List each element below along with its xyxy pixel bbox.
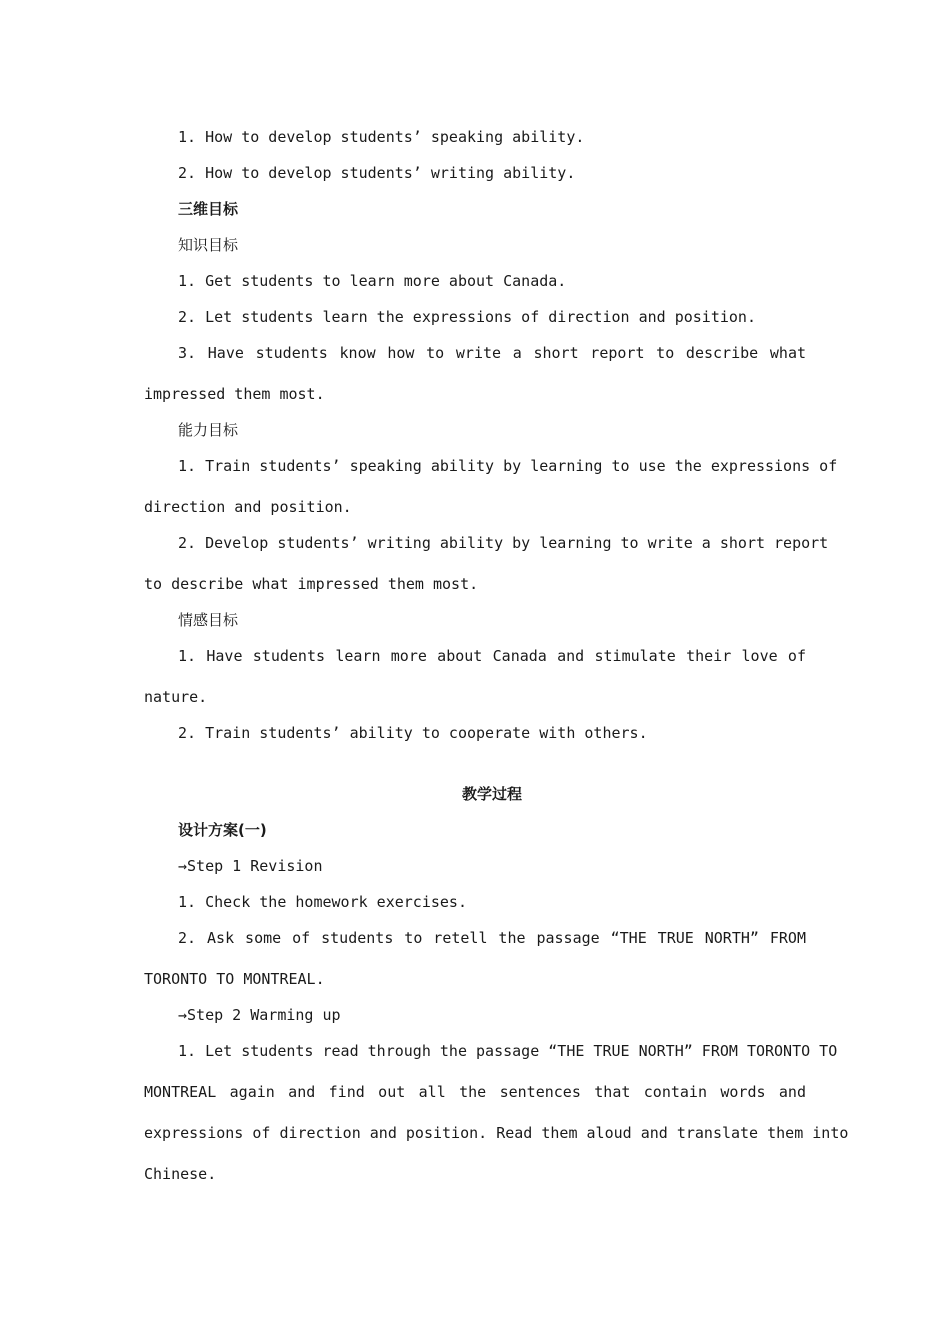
step-1-item-2-line-1: 2. Ask some of students to retell the passage “THE TRUE NORTH” FROM [178, 929, 806, 947]
emotional-goal-1-line-1: 1. Have students learn more about Canada and stimulate their love of [178, 647, 806, 665]
step-2-item-1-line-3: expressions of direction and position. Read them aloud and translate them into [144, 1124, 849, 1142]
emotional-goal-2: 2. Train students’ ability to cooperate with others. [178, 724, 648, 742]
section-heading-three-dimensional-goals: 三维目标 [178, 200, 239, 218]
step-1-item-2-line-2: TORONTO TO MONTREAL. [144, 970, 325, 988]
knowledge-goal-1: 1. Get students to learn more about Canada. [178, 272, 567, 290]
step-1-item-1: 1. Check the homework exercises. [178, 893, 467, 911]
knowledge-goal-3-line-1: 3. Have students know how to write a short report to describe what [178, 344, 806, 362]
objective-writing-ability: 2. How to develop students’ writing ability. [178, 164, 576, 182]
step-2-item-1-line-2: MONTREAL again and find out all the sentences that contain words and [144, 1083, 806, 1101]
knowledge-goal-2: 2. Let students learn the expressions of direction and position. [178, 308, 756, 326]
subheading-ability-goals: 能力目标 [178, 421, 239, 439]
ability-goal-1-line-1: 1. Train students’ speaking ability by learning to use the expressions of [178, 457, 838, 475]
emotional-goal-1-line-2: nature. [144, 688, 208, 706]
ability-goal-1-line-2: direction and position. [144, 498, 352, 516]
step-2-item-1-line-4: Chinese. [144, 1165, 217, 1183]
subheading-emotional-goals: 情感目标 [178, 611, 239, 629]
knowledge-goal-3-line-2: impressed them most. [144, 385, 325, 403]
step-2-warming-up: →Step 2 Warming up [178, 1006, 341, 1024]
ability-goal-2-line-1: 2. Develop students’ writing ability by learning to write a short report [178, 534, 829, 552]
objective-speaking-ability: 1. How to develop students’ speaking ability. [178, 128, 585, 146]
step-2-item-1-line-1: 1. Let students read through the passage “THE TRUE NORTH” FROM TORONTO TO [178, 1042, 838, 1060]
ability-goal-2-line-2: to describe what impressed them most. [144, 575, 479, 593]
design-plan-heading: 设计方案(一) [178, 821, 267, 839]
step-1-revision: →Step 1 Revision [178, 857, 323, 875]
section-heading-teaching-process: 教学过程 [461, 785, 522, 803]
subheading-knowledge-goals: 知识目标 [178, 236, 239, 254]
